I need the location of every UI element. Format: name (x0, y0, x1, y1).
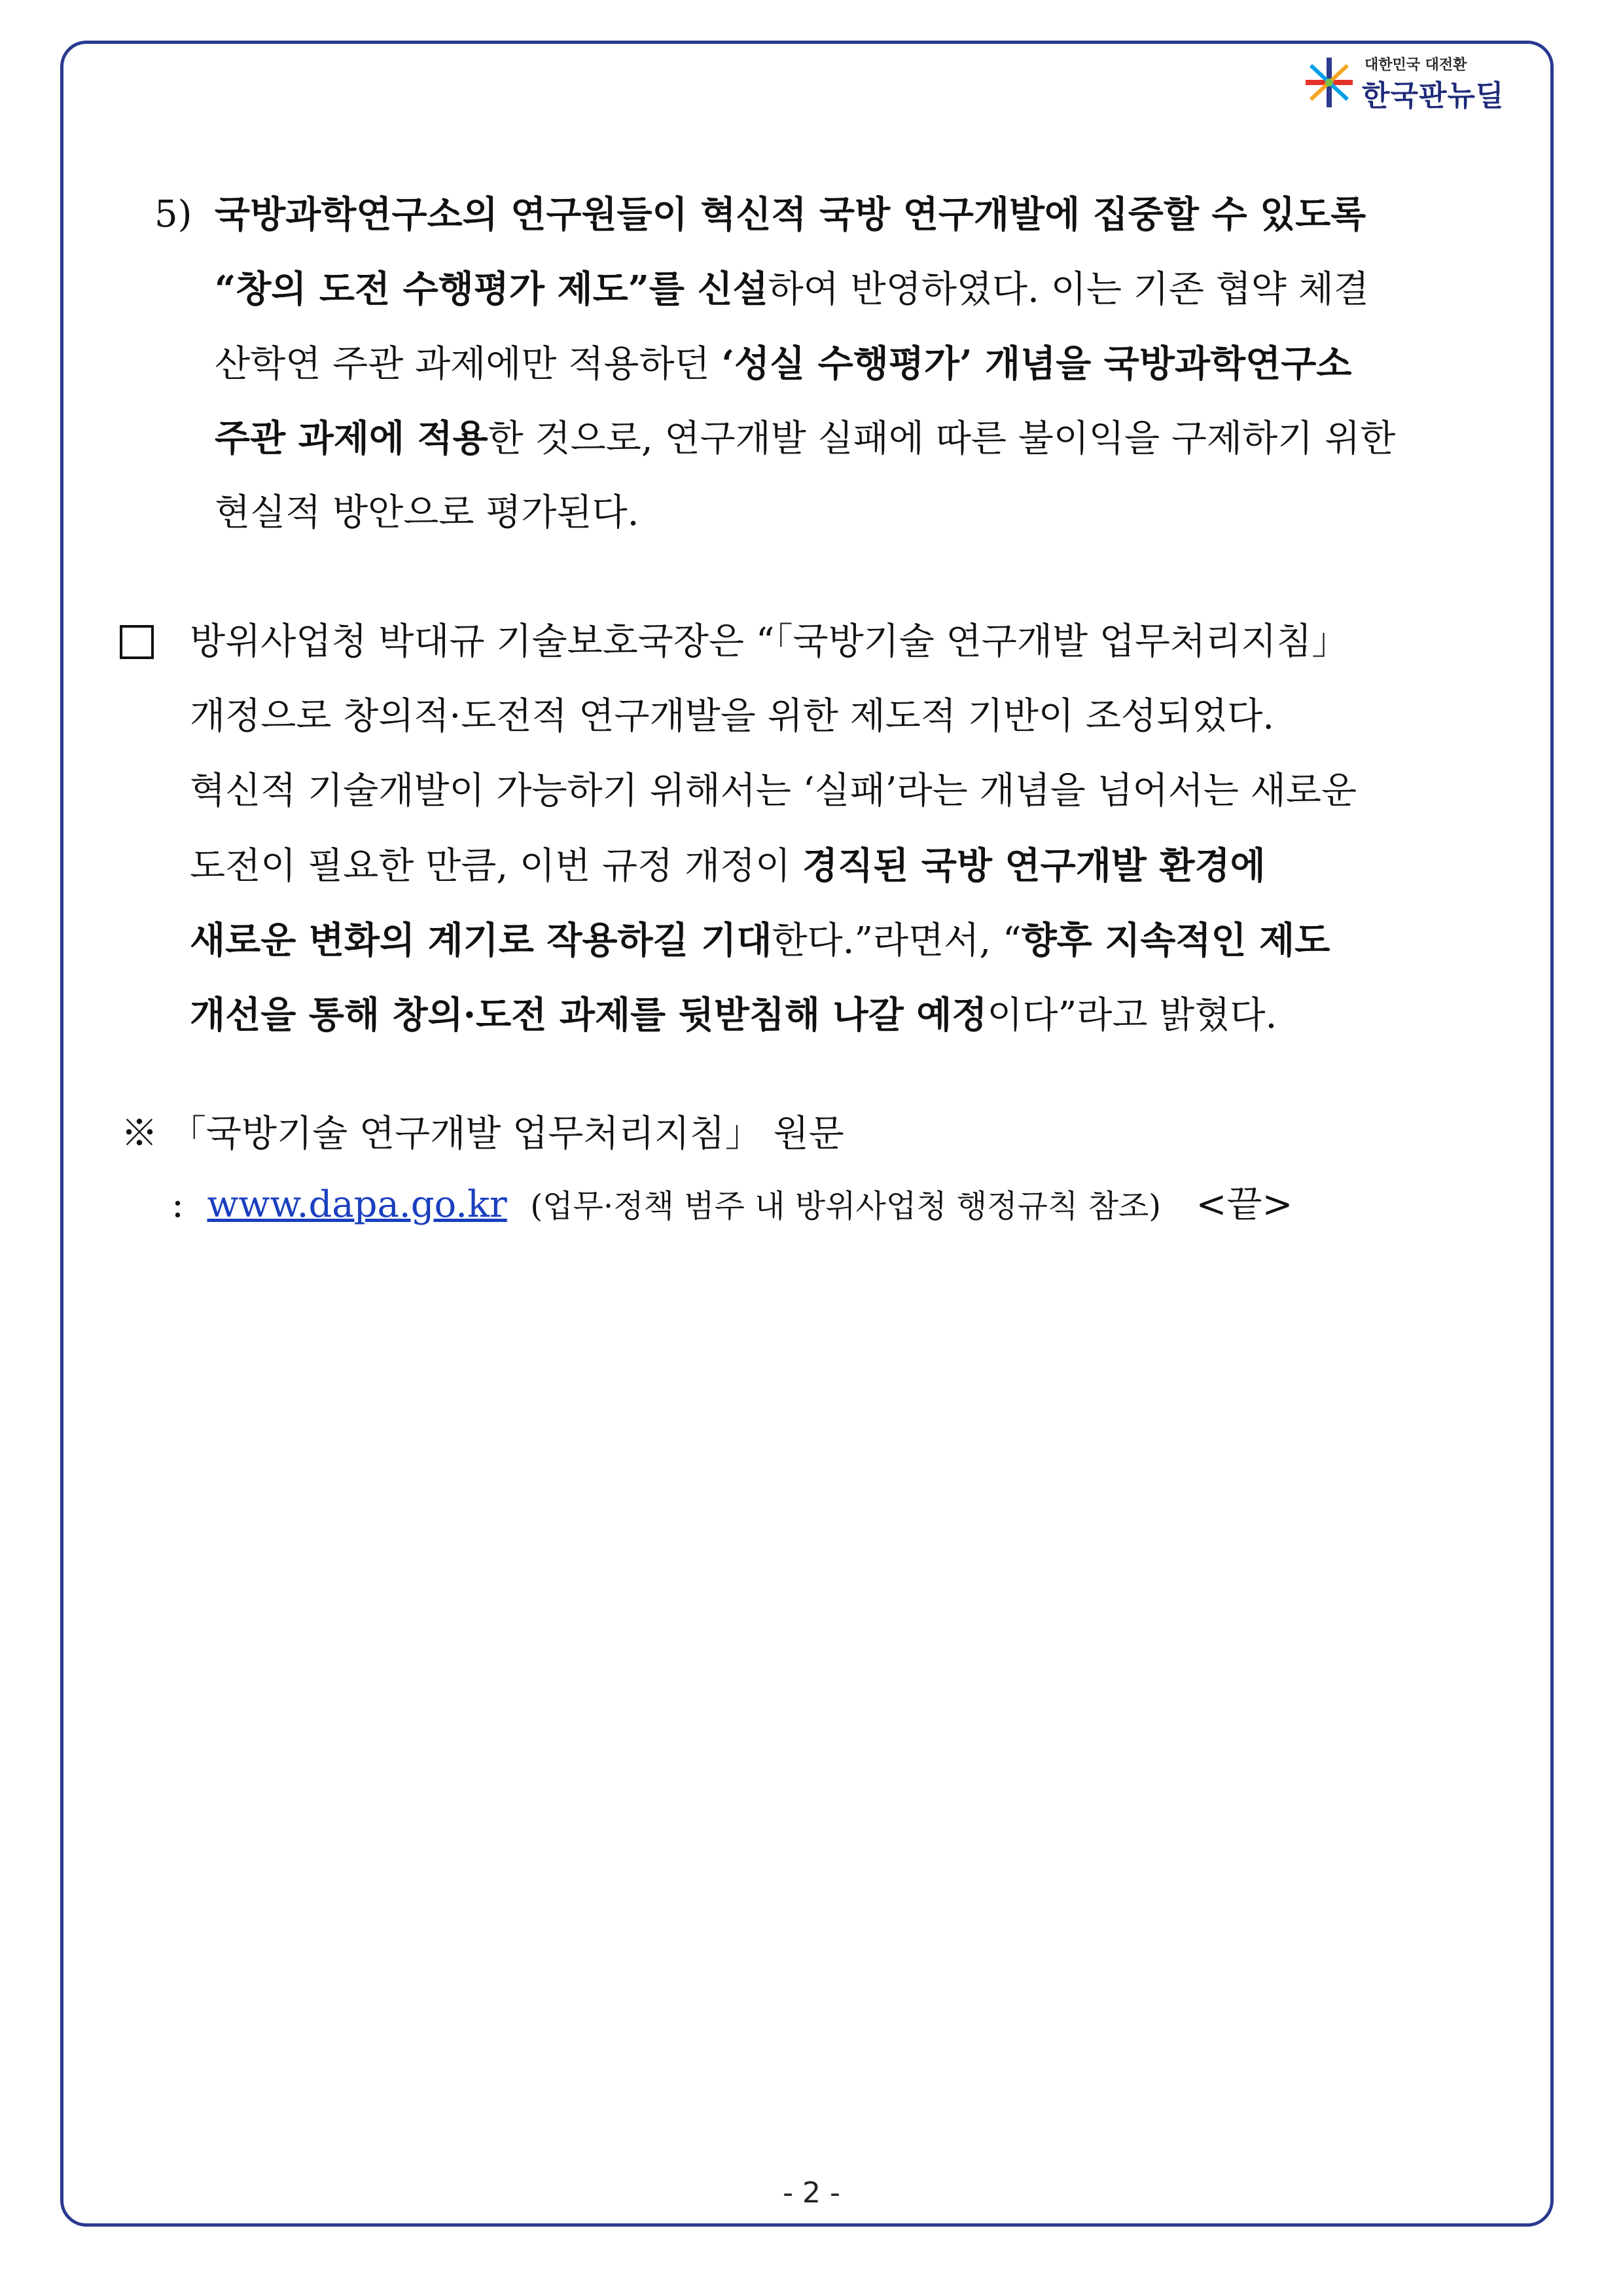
paragraph-line: 혁신적 기술개발이 가능하기 위해서는 ‘실패’라는 개념을 넘어서는 새로운 (190, 770, 1357, 812)
paragraph-line (215, 252, 1369, 327)
paragraph-line (215, 401, 1395, 476)
logo-title: 한국판뉴딜 (1362, 79, 1505, 113)
reference-text: (업무·정책 범주 내 방위사업청 행정규칙 참조) (530, 1188, 1162, 1225)
bold-text: “창의 도전 수행평가 제도”를 신설 (215, 268, 768, 311)
bold-text: 주관 과제에 적용 (215, 417, 488, 460)
text: 도전이 필요한 만큼, 이번 규정 개정이 (190, 845, 803, 888)
bold-text: 향후 지속적인 제도 (1021, 919, 1330, 962)
bold-text: 새로운 변화의 계기로 작용하길 기대 (190, 919, 772, 962)
paragraph-line (215, 327, 1351, 402)
paragraph-line (190, 978, 1277, 1053)
page-number: - 2 - (783, 2176, 840, 2210)
paragraph-line (215, 177, 1521, 252)
text: 산학연 주관 과제에만 적용하던 (215, 343, 722, 386)
logo-subtitle: 대한민국 대전환 (1364, 57, 1467, 73)
note-title-line (121, 1097, 844, 1172)
paragraph-line: 방위사업청 박대규 기술보호국장은 “「국방기술 연구개발 업무처리지침」 (190, 620, 1349, 663)
reference-mark: ※ (121, 1113, 158, 1155)
text: 한 것으로, 연구개발 실패에 따른 불이익을 구제하기 위한 (488, 418, 1396, 460)
dapa-website-link[interactable]: www.dapa.go.kr (207, 1183, 507, 1226)
bold-text: ‘성실 수행평가’ 개념을 국방과학연구소 (721, 342, 1352, 386)
paragraph-line (190, 829, 1266, 904)
text: 한다.”라면서, “ (772, 920, 1022, 962)
colon: : (171, 1183, 184, 1226)
note-link-line (171, 1168, 1293, 1244)
text: 현실적 방안으로 평가된다. (215, 492, 639, 534)
checkbox-bullet (120, 625, 154, 659)
new-deal-emblem-icon (1299, 52, 1359, 113)
text: 이다”라고 밝혔다. (987, 994, 1277, 1037)
paragraph-line (190, 903, 1330, 978)
paragraph-line (215, 476, 639, 550)
bold-text: 경직된 국방 연구개발 환경에 (802, 844, 1266, 888)
bold-text: 개선을 통해 창의·도전 과제를 뒷받침해 나갈 예정 (190, 994, 988, 1037)
text: 하여 반영하였다. 이는 기존 협약 체결 (768, 268, 1369, 311)
end-mark: <끝> (1196, 1183, 1293, 1226)
note-title: 「국방기술 연구개발 업무처리지침」 원문 (169, 1113, 844, 1155)
bold-text: 국방과학연구소의 연구원들이 혁신적 국방 연구개발에 집중할 수 있도록 (215, 193, 1366, 236)
item-number: 5) (154, 193, 192, 236)
korean-new-deal-logo (1299, 51, 1508, 113)
paragraph-line: 개정으로 창의적·도전적 연구개발을 위한 제도적 기반이 조성되었다. (190, 695, 1275, 738)
